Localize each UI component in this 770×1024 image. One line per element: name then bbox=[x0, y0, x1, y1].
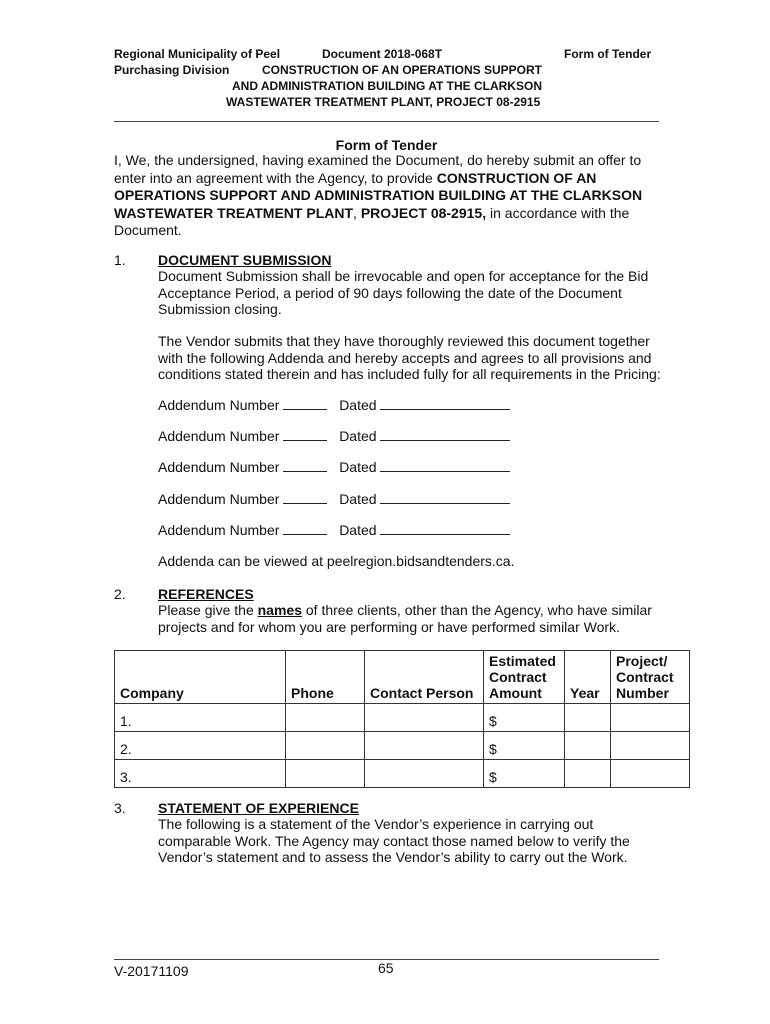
table-row bbox=[115, 760, 690, 788]
dated-blank[interactable] bbox=[380, 427, 510, 441]
intro-bold-number: PROJECT 08-2915, bbox=[360, 204, 487, 221]
section-3-number: 3. bbox=[114, 800, 126, 816]
intro-text-3: in accordance with the Document. bbox=[114, 204, 630, 238]
addendum-row bbox=[158, 396, 510, 413]
section-2-para bbox=[158, 602, 668, 635]
table-row bbox=[115, 704, 690, 732]
col-header-year: Year bbox=[565, 651, 611, 704]
header-org: Regional Municipality of Peel bbox=[114, 47, 281, 61]
project-number-cell[interactable] bbox=[611, 732, 690, 760]
addendum-number-blank[interactable] bbox=[283, 427, 327, 441]
col-header-contact-person: Contact Person bbox=[365, 651, 484, 704]
dated-label: Dated bbox=[339, 428, 377, 444]
dated-blank[interactable] bbox=[380, 396, 510, 410]
header-title-line-2: AND ADMINISTRATION BUILDING AT THE CLARKSON bbox=[232, 79, 542, 93]
contact-cell[interactable] bbox=[365, 732, 484, 760]
amount-cell[interactable]: $ bbox=[484, 760, 565, 788]
page-number: 65 bbox=[378, 960, 394, 976]
company-cell[interactable]: 3. bbox=[115, 760, 286, 788]
year-cell[interactable] bbox=[565, 732, 611, 760]
header-doc-number: Document 2018-068T bbox=[322, 47, 443, 61]
col-header-company: Company bbox=[115, 651, 286, 704]
header-rule bbox=[114, 121, 659, 122]
col-header-phone: Phone bbox=[286, 651, 365, 704]
dated-blank[interactable] bbox=[380, 521, 510, 535]
section-1-para-1: Document Submission shall be irrevocable and open for acceptance for the Bid Acceptance Period, a period of 90 days following the date of the Document Submission closing. bbox=[158, 268, 649, 317]
col-header-estimated-amount: Estimated Contract Amount bbox=[484, 651, 565, 704]
addendum-row bbox=[158, 521, 510, 538]
phone-cell[interactable] bbox=[286, 760, 365, 788]
dated-label: Dated bbox=[339, 491, 377, 507]
addendum-row bbox=[158, 427, 510, 444]
addendum-number-blank[interactable] bbox=[283, 521, 327, 535]
addendum-label: Addendum Number bbox=[158, 459, 280, 475]
addendum-row bbox=[158, 490, 510, 507]
addendum-label: Addendum Number bbox=[158, 491, 280, 507]
addendum-number-blank[interactable] bbox=[283, 458, 327, 472]
amount-cell[interactable]: $ bbox=[484, 704, 565, 732]
col-header-project-number: Project/ Contract Number bbox=[611, 651, 690, 704]
contact-cell[interactable] bbox=[365, 704, 484, 732]
footer-version: V-20171109 bbox=[114, 963, 189, 979]
addendum-number-blank[interactable] bbox=[283, 490, 327, 504]
phone-cell[interactable] bbox=[286, 732, 365, 760]
dated-label: Dated bbox=[339, 459, 377, 475]
table-header-row bbox=[115, 651, 690, 704]
header-form-name: Form of Tender bbox=[564, 47, 652, 61]
header-division: Purchasing Division bbox=[114, 63, 230, 77]
header-title-line-3: WASTEWATER TREATMENT PLANT, PROJECT 08-2915 bbox=[226, 95, 541, 109]
dated-label: Dated bbox=[339, 522, 377, 538]
addendum-label: Addendum Number bbox=[158, 428, 280, 444]
company-cell[interactable]: 1. bbox=[115, 704, 286, 732]
contact-cell[interactable] bbox=[365, 760, 484, 788]
year-cell[interactable] bbox=[565, 760, 611, 788]
year-cell[interactable] bbox=[565, 704, 611, 732]
dated-blank[interactable] bbox=[380, 490, 510, 504]
intro-text-1: I, We, the undersigned, having examined the Document, do hereby submit an offer to enter into an agreement with the Agency, to provide bbox=[114, 152, 642, 186]
addenda-note: Addenda can be viewed at peelregion.bidsandtenders.ca. bbox=[158, 553, 515, 569]
project-number-cell[interactable] bbox=[611, 704, 690, 732]
header-title-line-1: CONSTRUCTION OF AN OPERATIONS SUPPORT bbox=[262, 63, 543, 77]
section-1-number: 1. bbox=[114, 252, 126, 268]
intro-paragraph bbox=[114, 152, 654, 240]
company-cell[interactable]: 2. bbox=[115, 732, 286, 760]
dated-blank[interactable] bbox=[380, 458, 510, 472]
section-1-title: DOCUMENT SUBMISSION bbox=[158, 252, 332, 268]
section-3-title: STATEMENT OF EXPERIENCE bbox=[158, 800, 359, 816]
addendum-label: Addendum Number bbox=[158, 522, 280, 538]
intro-bold-project: CONSTRUCTION OF AN OPERATIONS SUPPORT AND ADMINISTRATION BUILDING AT THE CLARKSON WASTEWATER TREATMENT PLANT bbox=[114, 169, 643, 221]
section-2-title: REFERENCES bbox=[158, 586, 254, 602]
section-1-para-2: The Vendor submits that they have thoroughly reviewed this document together with the following Addenda and hereby accepts and agrees to all provisions and conditions stated therein and has included fully for all requirements in the Pricing: bbox=[158, 333, 661, 382]
references-text-1: Please give the bbox=[158, 602, 258, 618]
dated-label: Dated bbox=[339, 397, 377, 413]
section-3-para: The following is a statement of the Vendor’s experience in carrying out comparable Work. The Agency may contact those named below to verify the Vendor’s statement and to assess the Vendor’s ability to carry out the Work. bbox=[158, 816, 630, 865]
amount-cell[interactable]: $ bbox=[484, 732, 565, 760]
references-names-emphasis: names bbox=[257, 602, 302, 618]
addendum-row bbox=[158, 458, 510, 475]
references-text-2: of three clients, other than the Agency, who have similar projects and for whom you are performing or have performed similar Work. bbox=[158, 602, 652, 635]
page-title: Form of Tender bbox=[335, 137, 438, 153]
addendum-number-blank[interactable] bbox=[283, 396, 327, 410]
table-row bbox=[115, 732, 690, 760]
project-number-cell[interactable] bbox=[611, 760, 690, 788]
intro-text-2: , bbox=[353, 204, 361, 221]
section-2-number: 2. bbox=[114, 586, 126, 602]
phone-cell[interactable] bbox=[286, 704, 365, 732]
references-table bbox=[114, 650, 690, 788]
addendum-label: Addendum Number bbox=[158, 397, 280, 413]
